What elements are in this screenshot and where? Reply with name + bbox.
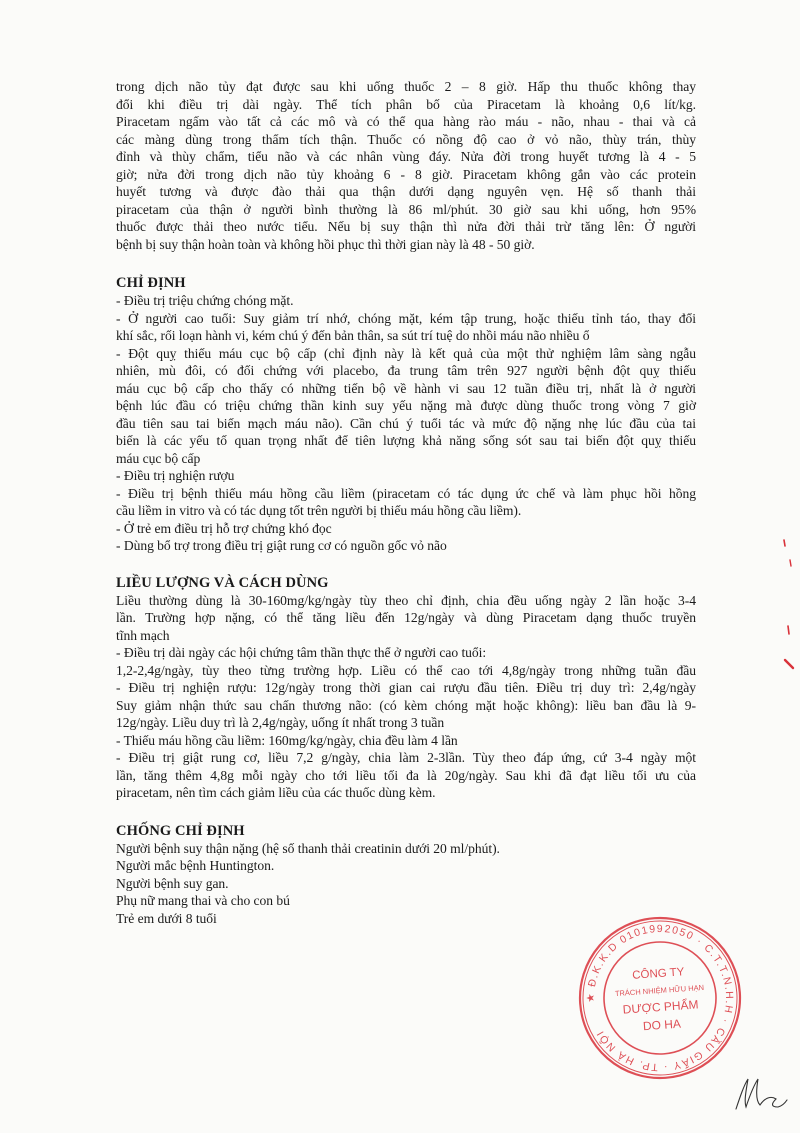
text-line: 1,2-2,4g/ngày, tùy theo từng trường hợp. Liều có thể cao tới 4,8g/ngày trong những tuần đầu bbox=[116, 662, 696, 678]
text-line: - Điều trị triệu chứng chóng mặt. bbox=[116, 293, 294, 308]
text-line: Piracetam ngấm vào tất cả các mô và có thể qua hàng rào máu - não, nhau - thai và cả bbox=[116, 114, 696, 129]
text-line: đỉnh và thùy chẩm, tiểu não và các nhân vùng đáy. Nửa đời trong huyết tương là 4 - 5 bbox=[116, 149, 696, 164]
seal-line-4: DO HA bbox=[642, 1016, 682, 1034]
text-line: - Điều trị giật rung cơ, liều 7,2 g/ngày, chia làm 2-3lần. Tùy theo đáp ứng, cứ 3-4 ngày một bbox=[116, 750, 696, 765]
pharmacokinetics-paragraph bbox=[116, 78, 696, 253]
text-line: Phụ nữ mang thai và cho con bú bbox=[116, 893, 290, 908]
text-line: nhiên, mù đôi, có đối chứng với placebo, đa trung tâm trên 927 người bệnh đột quỵ thiếu bbox=[116, 363, 696, 378]
text-line: - Ở người cao tuổi: Suy giảm trí nhớ, chóng mặt, kém tập trung, hoặc thiếu tỉnh táo, thay đổi bbox=[116, 310, 696, 326]
text-line: Trẻ em dưới 8 tuổi bbox=[116, 910, 217, 926]
seal-line-1: CÔNG TY bbox=[631, 966, 685, 982]
section-heading-indications: CHỈ ĐỊNH bbox=[116, 275, 186, 291]
text-line: trong dịch não tủy đạt được sau khi uống thuốc 2 – 8 giờ. Hấp thu thuốc không thay bbox=[116, 79, 696, 94]
text-line: lần. Trường hợp nặng, có thể tăng liều đến 12g/ngày và dùng Piracetam dạng thuốc truyền bbox=[116, 610, 696, 625]
text-line: - Điều trị dài ngày các hội chứng tâm thần thực thể ở người cao tuổi: bbox=[116, 645, 487, 660]
section-heading-dosage: LIỀU LƯỢNG VÀ CÁCH DÙNG bbox=[116, 574, 329, 591]
text-line: - Đột quỵ thiếu máu cục bộ cấp (chỉ định này là kết quả của một thử nghiệm lâm sàng ngẫu bbox=[116, 345, 696, 361]
text-line: 12g/ngày. Liều duy trì là 2,4g/ngày, uống ít nhất trong 3 tuần bbox=[116, 715, 445, 730]
seal-line-2: TRÁCH NHIỆM HỮU HẠN bbox=[614, 982, 705, 999]
text-line: Suy giảm nhận thức sau chấn thương não: (có kèm chóng mặt hoặc không): liều ban đầu là 9- bbox=[116, 697, 696, 713]
text-line: piracetam của thận ở người bình thường là 86 ml/phút. 30 giờ sau khi uống, hơn 95% bbox=[116, 201, 696, 217]
text-line: - Dùng bổ trợ trong điều trị giật rung cơ có nguồn gốc vỏ não bbox=[116, 538, 447, 553]
text-line: máu cục bộ cấp bbox=[116, 450, 201, 466]
text-line: các màng dùng trong thẩm tích thận. Thuốc có nồng độ cao ở vỏ não, thùy trán, thùy bbox=[116, 131, 696, 147]
text-line: bệnh lúc đầu có triệu chứng thần kinh suy yếu nặng mà được dùng thuốc trong vòng 7 giờ bbox=[116, 398, 696, 413]
text-line: đổi khi điều trị dài ngày. Thể tích phân bố của Piracetam là khoảng 0,6 lít/kg. bbox=[116, 96, 696, 112]
text-line: máu cục bộ cấp cho thấy có những tiến bộ về hành vi sau 12 tuần điều trị, nhất là ở người bbox=[116, 380, 696, 396]
text-line: - Điều trị bệnh thiếu máu hồng cầu liềm (piracetam có tác dụng ức chế và làm phục hồi hồng bbox=[116, 485, 696, 501]
text-line: - Điều trị nghiện rượu bbox=[116, 468, 235, 483]
text-line: - Điều trị nghiện rượu: 12g/ngày trong thời gian cai rượu đầu tiên. Điều trị duy trì: 2,4g/ngày bbox=[116, 680, 696, 695]
text-line: khí sắc, rối loạn hành vi, kém chú ý đến bản thân, sa sút trí tuệ do nhồi máu não nhiều ổ bbox=[116, 328, 590, 343]
text-line: bệnh bị suy thận hoàn toàn và không hồi phục thì thời gian này là 48 - 50 giờ. bbox=[116, 236, 535, 252]
text-line: biến là các yếu tố quan trọng nhất để tiên lượng khả năng sống sót sau tai biến đột quỵ thiếu bbox=[116, 433, 696, 448]
text-line: Người bệnh suy thận nặng (hệ số thanh thải creatinin dưới 20 ml/phút). bbox=[116, 840, 500, 856]
signature-mark bbox=[730, 1073, 790, 1113]
text-line: huyết tương và được đào thải qua thận dưới dạng nguyên vẹn. Hệ số thanh thải bbox=[116, 184, 696, 199]
text-line: giờ; nửa đời trong dịch não tủy khoảng 6 - 8 giờ. Piracetam không gắn vào các protein bbox=[116, 166, 696, 182]
edge-ink-marks bbox=[760, 530, 800, 680]
seal-shape bbox=[575, 913, 746, 1084]
seal-line-3: DƯỢC PHẨM bbox=[622, 997, 699, 1017]
seal-ring-text: ★ Đ.K.K.D 0101992050 · C.T.T.N.H.H · CẦU GIẤY · TP. HÀ NỘI bbox=[584, 922, 736, 1074]
text-line: cầu liềm in vitro và có tác dụng tốt trên người bị thiếu máu hồng cầu liềm). bbox=[116, 503, 522, 518]
indications-list bbox=[116, 292, 696, 555]
company-seal-stamp bbox=[571, 909, 748, 1086]
text-line: Liều thường dùng là 30-160mg/kg/ngày tùy theo chỉ định, chia đều uống ngày 2 lần hoặc 3-4 bbox=[116, 592, 696, 608]
text-line: tĩnh mạch bbox=[116, 627, 170, 643]
text-line: Người bệnh suy gan. bbox=[116, 875, 229, 891]
section-heading-contraindications: CHỐNG CHỈ ĐỊNH bbox=[116, 822, 245, 839]
text-line: đầu tiên sau tai biến mạch máu não). Cần chú ý tuổi tác và mức độ nặng nhẹ lúc đầu của tai bbox=[116, 415, 696, 431]
text-line: thuốc được thải theo nước tiểu. Nếu bị suy thận thì nửa đời thải trừ tăng lên: Ở người bbox=[116, 219, 696, 234]
document-page bbox=[116, 78, 696, 927]
text-line: Người mắc bệnh Huntington. bbox=[116, 858, 275, 873]
contraindications-list bbox=[116, 840, 696, 928]
text-line: - Thiếu máu hồng cầu liềm: 160mg/kg/ngày, chia đều làm 4 lần bbox=[116, 732, 458, 748]
text-line: - Ở trẻ em điều trị hỗ trợ chứng khó đọc bbox=[116, 520, 332, 536]
dosage-list bbox=[116, 592, 696, 802]
text-line: lần, tăng thêm 4,8g mỗi ngày cho tới liều tối đa là 20g/ngày. Sau khi đã đạt liều tối ưu của bbox=[116, 767, 696, 783]
text-line: piracetam, nên tìm cách giảm liều của các thuốc dùng kèm. bbox=[116, 785, 436, 800]
